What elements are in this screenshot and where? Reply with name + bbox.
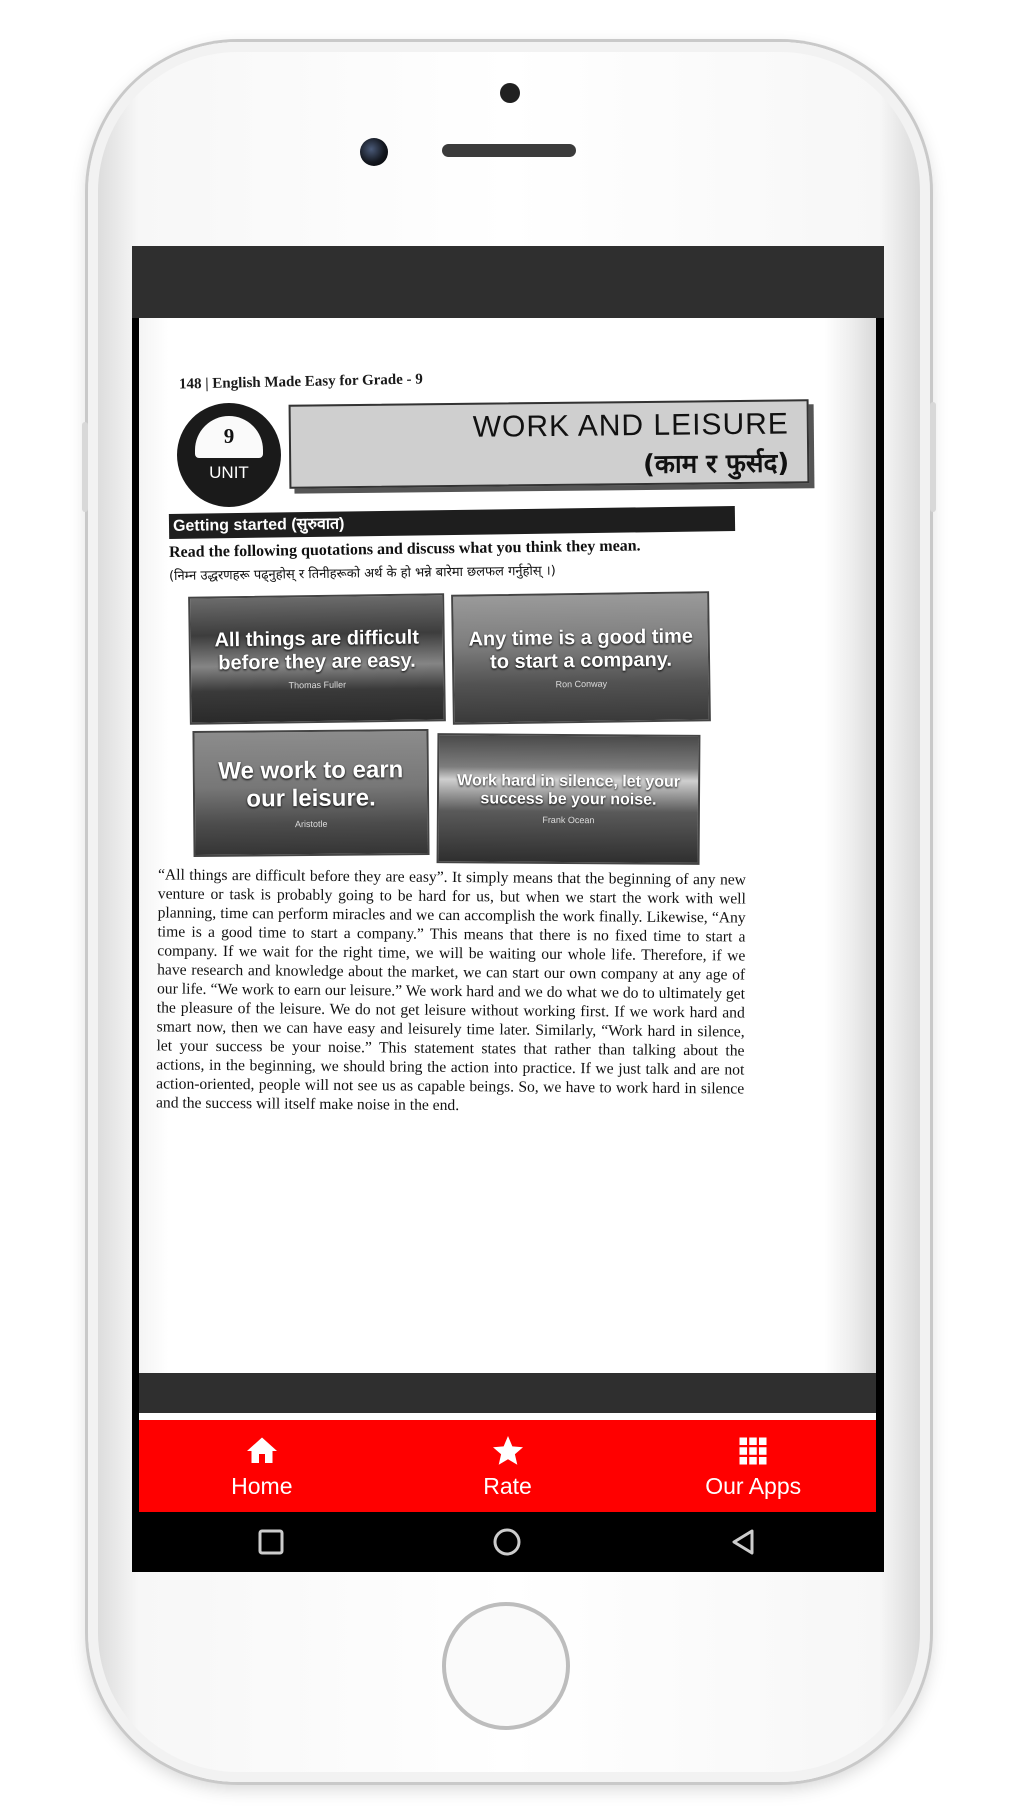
- bottom-navigation: [139, 1420, 876, 1512]
- scanned-book-page: [139, 318, 876, 1373]
- star-icon: [490, 1433, 526, 1469]
- power-button: [930, 402, 936, 512]
- front-camera: [360, 138, 388, 166]
- quote-author: Frank Ocean: [542, 815, 595, 826]
- instruction-english: Read the following quotations and discuss what you think they mean.: [168, 537, 641, 562]
- quote-image: [451, 591, 711, 725]
- quote-text: Any time is a good time to start a company.: [468, 625, 694, 674]
- home-circle-icon[interactable]: [492, 1527, 522, 1557]
- nav-rate-label: Rate: [483, 1472, 532, 1499]
- quote-author: Aristotle: [294, 818, 328, 829]
- app-bar: [132, 246, 884, 318]
- proximity-sensor: [500, 83, 520, 103]
- banner-ad-strip: [139, 1373, 876, 1413]
- unit-title-english: WORK AND LEISURE: [472, 407, 789, 444]
- unit-label: UNIT: [209, 463, 249, 482]
- home-icon: [244, 1433, 280, 1469]
- quote-image: [192, 729, 429, 857]
- nav-rate-button[interactable]: [385, 1420, 631, 1512]
- quote-author: Ron Conway: [555, 678, 608, 690]
- home-hardware-button[interactable]: [442, 1602, 570, 1730]
- section-heading-bar: [169, 506, 735, 539]
- divider: [139, 1413, 876, 1420]
- phone-screen: [132, 246, 884, 1572]
- instruction-nepali: (निम्न उद्धरणहरू पढ्नुहोस् र तिनीहरूको अर्थ के हो भन्ने बारेमा छलफल गर्नुहोस् ।): [168, 563, 556, 585]
- unit-badge: [177, 403, 281, 507]
- quote-text: Work hard in silence, let your success be your noise.: [457, 771, 681, 809]
- unit-title-nepali: (काम र फुर्सद): [642, 448, 790, 481]
- nav-home-label: Home: [231, 1472, 293, 1499]
- content-area[interactable]: [139, 318, 876, 1373]
- title-banner: [289, 399, 810, 488]
- nav-home-button[interactable]: [139, 1420, 385, 1512]
- earpiece-speaker: [442, 144, 576, 157]
- quote-author: Thomas Fuller: [288, 679, 347, 691]
- section-heading: Getting started (सुरुवात): [172, 515, 345, 535]
- back-icon[interactable]: [728, 1527, 758, 1557]
- unit-number: 9: [195, 416, 263, 458]
- body-paragraph: “All things are difficult before they are easy”. It simply means that the beginning of any new venture or task is probably going to be hard for us, but when we start the work with well planning, time can perform miracles and we can accomplish the work finally. Likewise, “Any time is a good time to start a company.” This means that there is no fixed time to start a company. If we wait for the right time, we will be waiting our whole life. Therefore, if we have research and knowledge about the market, we can start our own company at any age of our life. “We work to earn our leisure.” We work hard and we do what we do to ultimately get the pleasure of the leisure. We do not get leisure without working first. If we work hard and smart now, then we can have easy and leisurely time later. Similarly, “Work hard in silence, let your success be your noise.” This statement states that rather than talking about the actions, in the beginning, we should bring the action into practice. If we just talk and are not action-oriented, people will not see us as capable beings. So, we have to work hard in silence and the success will itself make noise in the end.: [155, 866, 747, 1115]
- nav-our-apps-label: Our Apps: [705, 1472, 802, 1499]
- volume-button: [82, 422, 88, 512]
- recent-apps-icon[interactable]: [256, 1527, 286, 1557]
- quote-image: [188, 593, 446, 725]
- quote-text: We work to earn our leisure.: [218, 756, 404, 813]
- system-navigation-bar: [132, 1512, 884, 1572]
- quote-text: All things are difficult before they are easy.: [214, 626, 420, 675]
- grid-icon: [735, 1433, 771, 1469]
- page-header: 148 | English Made Easy for Grade - 9: [178, 371, 424, 393]
- nav-our-apps-button[interactable]: [630, 1420, 876, 1512]
- quote-image: [437, 733, 701, 865]
